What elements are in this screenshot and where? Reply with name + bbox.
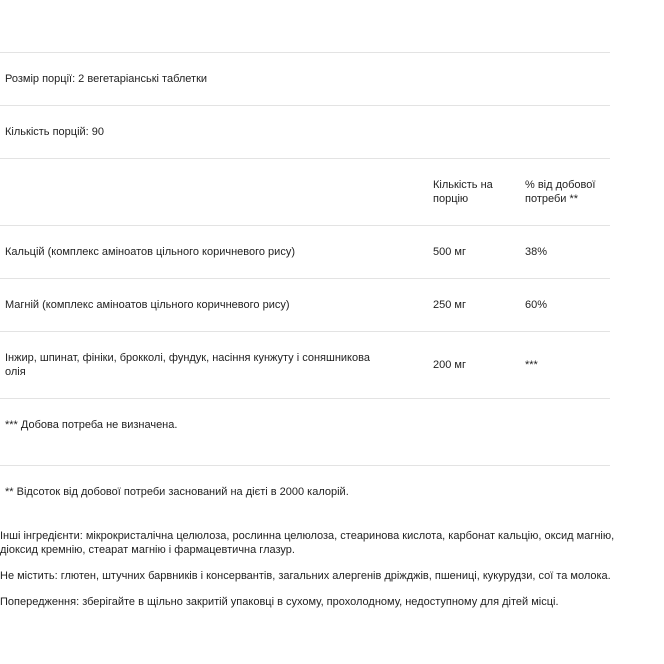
nutrient-name-line2: олія bbox=[5, 366, 26, 378]
table-row bbox=[0, 279, 610, 332]
servings-per-container-row bbox=[0, 106, 610, 159]
nutrient-dv: 38% bbox=[525, 246, 548, 258]
nutrient-name-line1: Інжир, шпинат, фініки, брокколі, фундук, насіння кунжуту і соняшникова bbox=[5, 352, 370, 364]
servings-per-container-text: Кількість порцій: 90 bbox=[5, 126, 105, 138]
nutrient-amount: 200 мг bbox=[433, 359, 466, 371]
product-notes bbox=[0, 529, 664, 609]
table-row bbox=[0, 332, 610, 399]
nutrient-name: Магній (комплекс аміноатов цільного коричневого рису) bbox=[5, 299, 290, 311]
nutrient-amount: 500 мг bbox=[433, 246, 466, 258]
dv-header-line2: потреби ** bbox=[525, 193, 579, 205]
amount-header-line2: порцію bbox=[433, 193, 469, 205]
amount-header-line1: Кількість на bbox=[433, 179, 493, 191]
supplement-facts-table bbox=[0, 52, 610, 519]
other-ingredients-line2: діоксид кремнію, стеарат магнію і фармацевтична глазур. bbox=[0, 544, 295, 556]
nutrient-amount: 250 мг bbox=[433, 299, 466, 311]
other-ingredients-line1: Інші інгредієнти: мікрокристалічна целюлоза, рослинна целюлоза, стеаринова кислота, карбонат кальцію, оксид магнію, bbox=[0, 530, 615, 542]
dv-header-line1: % від добової bbox=[525, 179, 596, 191]
footnote-daily-value-basis: ** Відсоток від добової потреби заснований на дієті в 2000 калорій. bbox=[5, 486, 349, 498]
footnote-no-daily-value: *** Добова потреба не визначена. bbox=[5, 419, 178, 431]
free-of-statement: Не містить: глютен, штучних барвників і консервантів, загальних алергенів дріжджів, пшениці, кукурудзи, сої та молока. bbox=[0, 570, 611, 582]
table-header-row bbox=[0, 159, 610, 226]
footnote-row bbox=[0, 466, 610, 519]
daily-value-header bbox=[525, 178, 595, 206]
table-row bbox=[0, 226, 610, 279]
warning-statement: Попередження: зберігайте в щільно закритій упаковці в сухому, прохолодному, недоступному для дітей місці. bbox=[0, 596, 559, 608]
other-ingredients bbox=[0, 529, 664, 557]
serving-size-row bbox=[0, 53, 610, 106]
nutrient-name: Кальцій (комплекс аміноатов цільного коричневого рису) bbox=[5, 246, 295, 258]
nutrient-name bbox=[5, 351, 415, 379]
serving-size-text: Розмір порції: 2 вегетаріанські таблетки bbox=[5, 73, 208, 85]
amount-per-serving-header bbox=[433, 178, 493, 206]
nutrient-dv: *** bbox=[525, 359, 538, 371]
nutrient-dv: 60% bbox=[525, 299, 548, 311]
footnote-row bbox=[0, 399, 610, 466]
